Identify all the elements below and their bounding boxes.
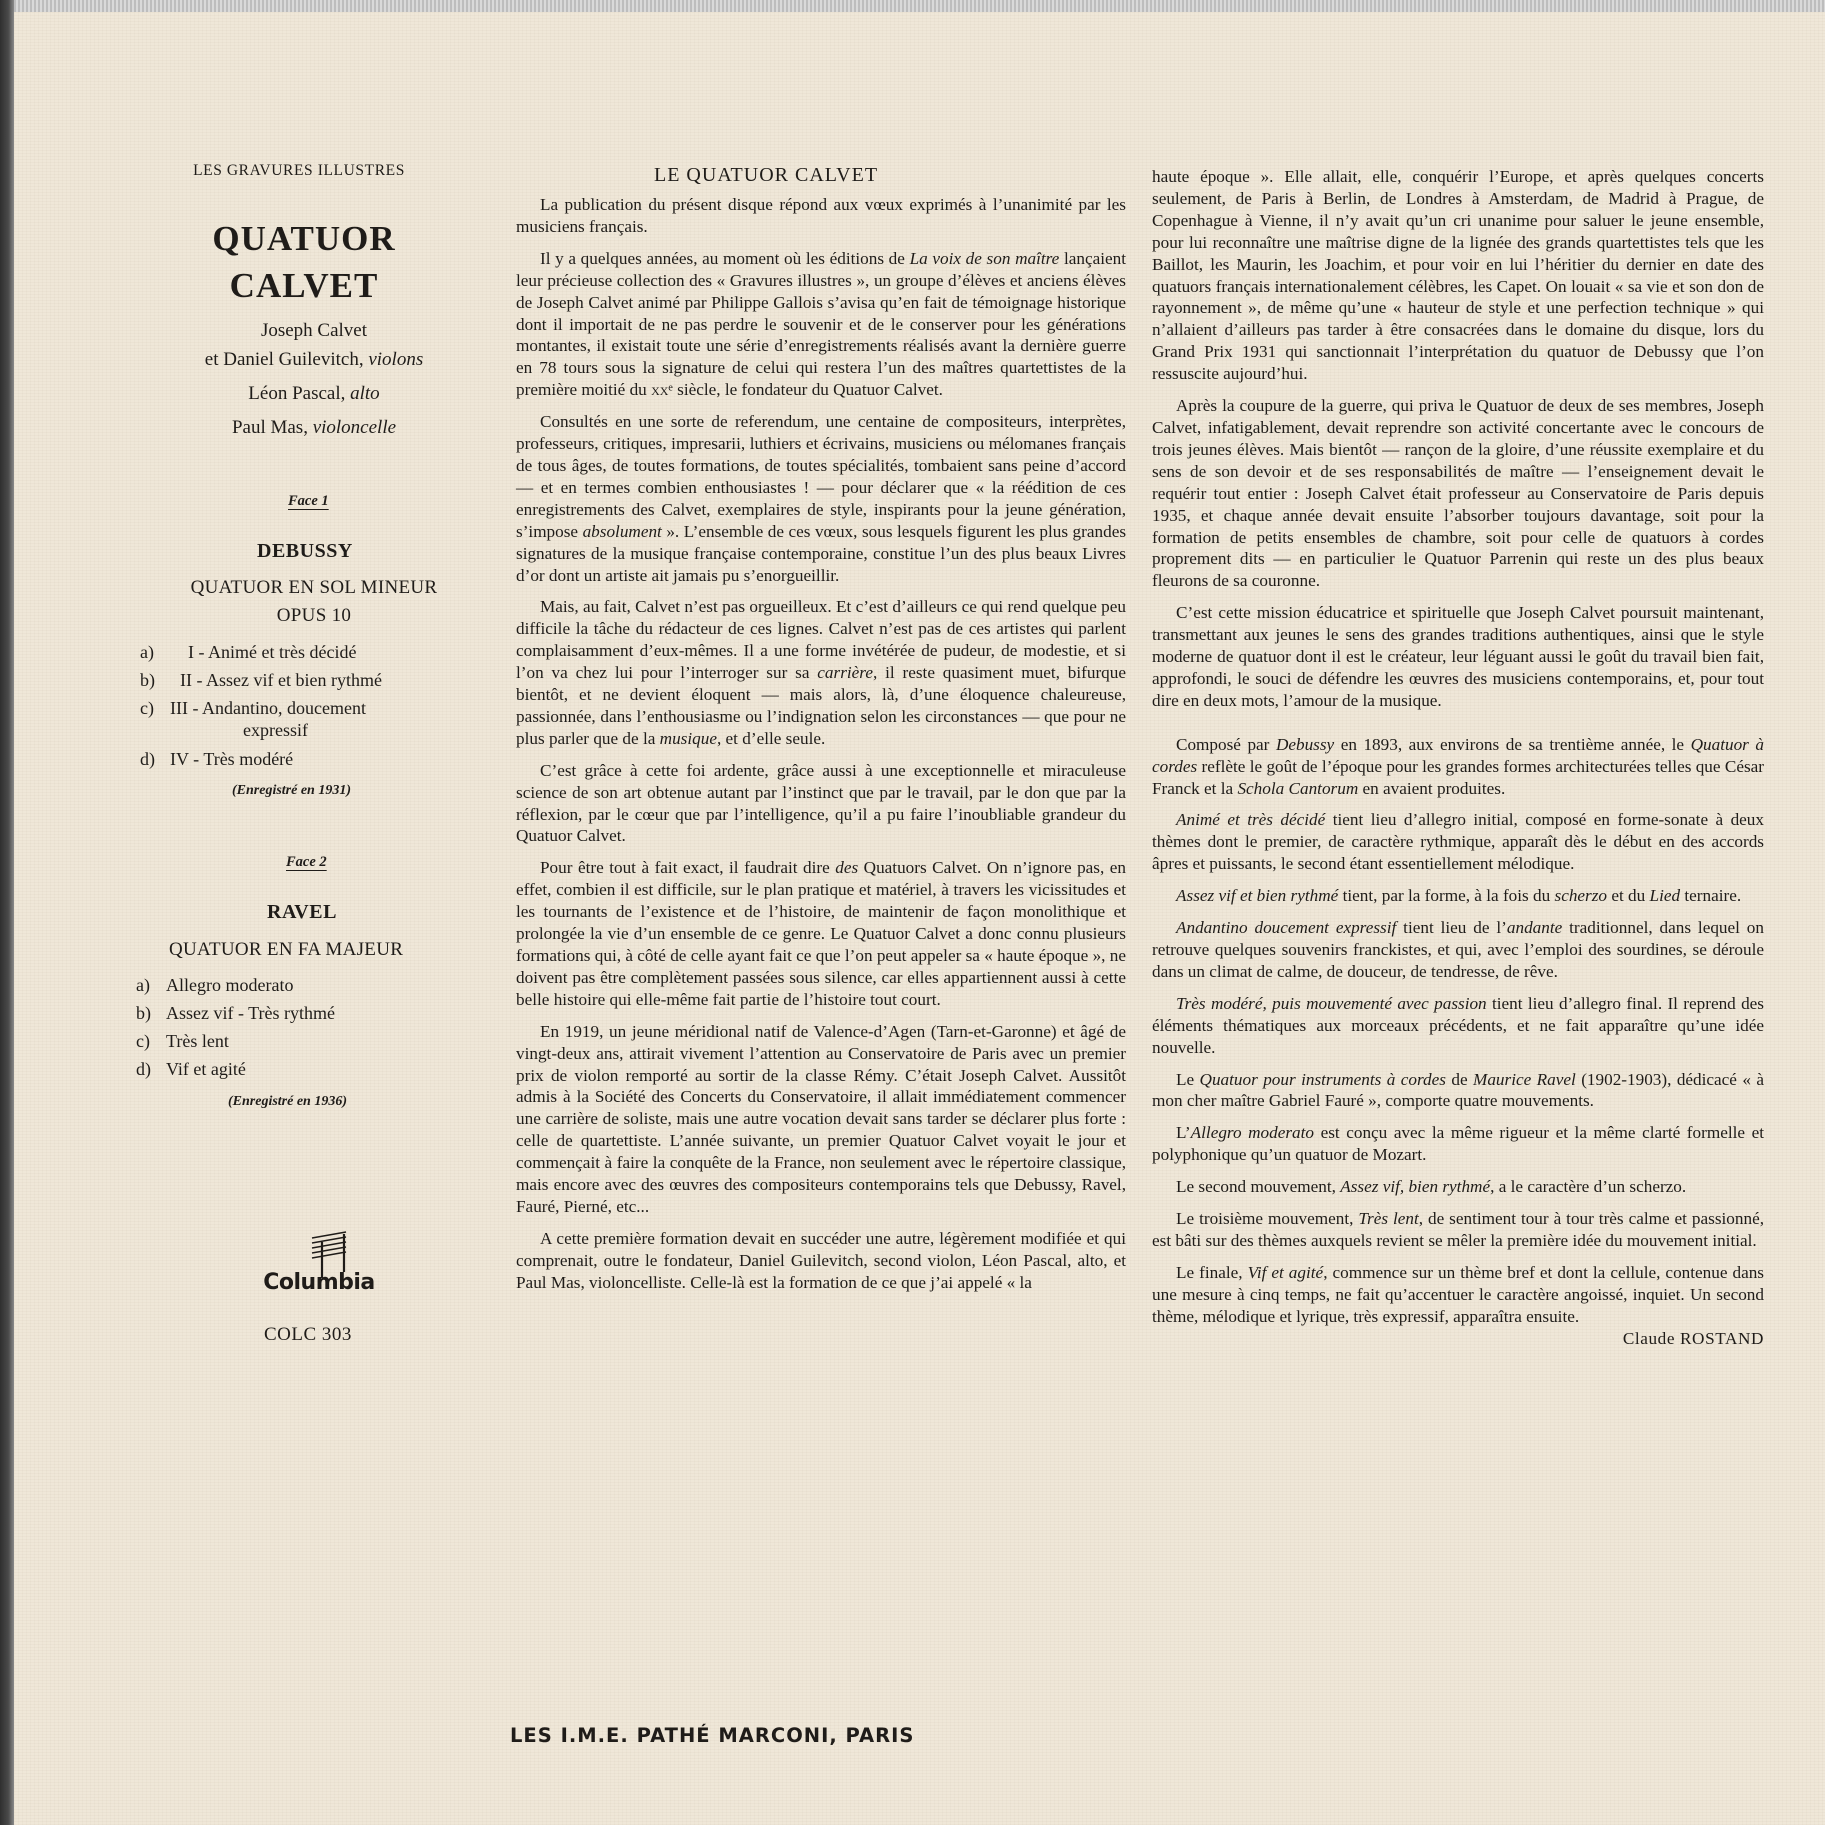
performer-line: Joseph Calvet (260, 320, 368, 341)
album-title-line2: CALVET (229, 266, 379, 305)
performer-line: Paul Mas, violoncelle (231, 417, 397, 438)
performer-line: Léon Pascal, alto (248, 383, 380, 404)
columbia-logo (254, 1230, 384, 1310)
article-paragraph: haute époque ». Elle allait, elle, conquérir l’Europe, et après quelques concerts seulement, de Paris à Berlin, de Londres à Amsterdam, de Madrid à Prague, de Copenhague à Vienne, il n’y avait qu’un cri unanime pour saluer le jeune ensemble, pour lui reconnaître une maîtrise digne de la lignée des grands quartettistes tels que les Baillot, les Maurin, les Joachim, et pour voir en lui l’héritier du dernier en date des quatuors français internationalement célèbres, les Capet. On louait « sa vie et son don de rayonnement », de même qu’une « hauteur de style et une perfection technique » qui n’allaient d’ailleurs pas tarder à être consacrées dans le domaine du disque, lors du Grand Prix 1931 qui sanctionnait l’interprétation du quatuor de Debussy que l’on ressuscite aujourd’hui. (1152, 167, 1764, 384)
face-1-work-title: QUATUOR EN SOL MINEUR (190, 577, 438, 598)
performer-line: et Daniel Guilevitch, violons (204, 349, 424, 370)
catalog-number: COLC 303 (264, 1324, 352, 1345)
article-paragraph: Assez vif et bien rythmé tient, par la forme, à la fois du scherzo et du Lied ternaire. (1176, 886, 1742, 906)
face-2-work-title: QUATUOR EN FA MAJEUR (169, 939, 404, 960)
face-1-composer: DEBUSSY (257, 540, 353, 562)
article-paragraph: Très modéré, puis mouvementé avec passion tient lieu d’allegro final. Il reprend des éléments thématiques aux morceaux précédents, et ne fait apparaître qu’une idée nouvelle. (1152, 993, 1764, 1057)
scan-left-edge (0, 0, 14, 1825)
article-paragraph: Il y a quelques années, au moment où les éditions de La voix de son maître lançaient leur précieuse collection des « Gravures illustres », un groupe d’élèves et anciens élèves de Joseph Calvet animé par Philippe Gallois s’avisa qu’en fait de témoignage historique dont il importait de ne pas perdre le souvenir et de le conserver pour les générations montantes, il existait toute une série d’enregistrements réalisés avant la dernière guerre en 78 tours sous la signature de celui qui restera l’un des maîtres quartettistes de la première moitié du xxᵉ siècle, le fondateur du Quatuor Calvet. (516, 248, 1126, 400)
face-1-recording-date: (Enregistré en 1931) (232, 783, 351, 798)
album-title-line1: QUATUOR (212, 219, 396, 258)
article-paragraph: L’Allegro moderato est conçu avec la même rigueur et la même clarté formelle et polyphonique qu’un quatuor de Mozart. (1152, 1123, 1764, 1165)
article-paragraph: Composé par Debussy en 1893, aux environs de sa trentième année, le Quatuor à cordes reflète le goût de l’époque pour les grandes formes architecturées telles que César Franck et la Schola Cantorum en avaient produites. (1152, 734, 1764, 798)
face-2-recording-date: (Enregistré en 1936) (228, 1094, 347, 1109)
article-signature: Claude ROSTAND (1622, 1328, 1764, 1348)
face-1-label: Face 1 (288, 493, 329, 509)
article-paragraph: Consultés en une sorte de referendum, une centaine de compositeurs, interprètes, professeurs, critiques, impresarii, luthiers et écrivains, musiciens ou mélomanes français de tous âges, de toutes formations, de toutes spécialités, tombaient sans peine d’accord — et en termes combien enthousiastes ! — pour déclarer que « la réédition de ces enregistrements des Calvet, exemplaires de style, inspirants pour la jeune génération, s’impose absolument ». L’ensemble de ces vœux, sous lesquels figurent les plus grandes signatures de la musique française contemporaine, constitue l’un des plus beaux Livres d’or dont un artiste ait jamais pu s’enorgueillir. (516, 412, 1127, 585)
article-paragraph: Animé et très décidé tient lieu d’allegro initial, composé en forme-sonate à deux thèmes dont le premier, de caractère rythmique, apparaît dès le début en des accords âpres et puissants, le second étant essentiellement mélodique. (1152, 810, 1764, 874)
article-paragraph: Le finale, Vif et agité, commence sur un thème bref et dont la cellule, contenue dans une mesure à cinq temps, ne fait qu’accentuer le caractère angoissé, inquiet. Un second thème, mélodique et lyrique, très expressif, apparaîtra ensuite. (1152, 1262, 1764, 1326)
face-1-opus: OPUS 10 (276, 605, 352, 626)
article-paragraph: En 1919, un jeune méridional natif de Valence-d’Agen (Tarn-et-Garonne) et âgé de vingt-deux ans, attirait vivement l’attention au Conservatoire de Paris avec un premier prix de violon remporté au sortir de la classe Rémy. C’était Joseph Calvet. Aussitôt admis à la Société des Concerts du Conservatoire, il allait immédiatement commencer une carrière de soliste, mais une autre vocation devait sans tarder se déclarer plus forte : celle de quartettiste. L’année suivante, un premier Quatuor Calvet voyait le jour et commençait à faire la conquête de la France, non seulement avec le répertoire classique, mais encore avec des œuvres des compositeurs contemporains tels que Debussy, Ravel, Fauré, Pierné, etc... (516, 1021, 1126, 1216)
scan-top-edge (0, 0, 1825, 12)
article-paragraph: C’est cette mission éducatrice et spirituelle que Joseph Calvet poursuit maintenant, transmettant aux jeunes le sens des grandes traditions authentiques, ainsi que le style moderne de quatuor dont il est le créateur, leur léguant aussi le goût du travail bien fait, approfondi, le souci de défendre les œuvres des musiciens contemporains, et, pour tout dire en deux mots, l’amour de la musique. (1152, 603, 1764, 710)
album-title (154, 215, 454, 309)
article-column-2 (1152, 166, 1764, 1350)
article-paragraph: C’est grâce à cette foi ardente, grâce aussi à une exceptionnelle et miraculeuse science de son art obtenue autant par l’instinct que par le travail, par le don que par la réflexion, par le cœur que par l’intelligence, qu’il a pu faire l’inoubliable grandeur du Quatuor Calvet. (516, 760, 1126, 846)
article-paragraph: Mais, au fait, Calvet n’est pas orgueilleux. Et c’est d’ailleurs ce qui rend quelque peu difficile la tâche du rédacteur de ces lignes. Calvet n’est pas de ces artistes qui parlent complaisamment d’eux-mêmes. Il a une forme invétérée de pudeur, de modestie, et si l’on va chez lui pour l’interroger sur sa carrière, il reste quasiment muet, bifurque bientôt, et ne devient éloquent — mais alors, là, d’une éloquence chaleureuse, passionnée, dans l’enthousiasme ou l’indignation selon les circonstances — que pour ne plus parler que de la musique, et d’elle seule. (516, 597, 1126, 748)
publisher-footer: LES I.M.E. PATHÉ MARCONI, PARIS (510, 1724, 915, 1747)
article-paragraph: Le Quatuor pour instruments à cordes de Maurice Ravel (1902-1903), dédicacé « à mon cher maître Gabriel Fauré », comporte quatre mouvements. (1152, 1069, 1764, 1111)
article-column-1 (516, 194, 1126, 1304)
article-paragraph: Le troisième mouvement, Très lent, de sentiment tour à tour très calme et passionné, est bâti sur des thèmes auxquels revient se mêler la première idée du mouvement initial. (1152, 1209, 1764, 1250)
article-paragraph: A cette première formation devait en succéder une autre, légèrement modifiée et qui comprenait, outre le fondateur, Daniel Guilevitch, second violon, Léon Pascal, alto, et Paul Mas, violoncelliste. Celle-là est la formation de ce que j’ai appelé « la (516, 1228, 1126, 1292)
article-paragraph: Après la coupure de la guerre, qui priva le Quatuor de deux de ses membres, Joseph Calvet, infatigablement, devait reprendre son activité concertante avec le concours de trois jeunes élèves. Mais bientôt — rançon de la gloire, d’une réussite exemplaire et du sens de son devoir et de ses responsabilités de maître — l’enseignement devait le requérir tout entier : Joseph Calvet était professeur au Conservatoire de Paris depuis 1935, et chaque année devait ensuite l’absorber toujours davantage, soit pour la formation de petits ensembles de chambre, soit pour celle de quatuors à cordes proprement dits — en particulier le Quatuor Parrenin qui reste un des plus beaux fleurons de sa couronne. (1152, 396, 1764, 591)
series-label: LES GRAVURES ILLUSTRES (193, 162, 405, 179)
article-paragraph: Le second mouvement, Assez vif, bien rythmé, a le caractère d’un scherzo. (1176, 1177, 1687, 1197)
article-paragraph: Andantino doucement expressif tient lieu de l’andante traditionnel, dans lequel on retrouve quelques souvenirs franckistes, et qui, avec l’emploi des sourdines, se déroule dans un climat de calme, de douceur, de tendresse, de rêve. (1152, 918, 1764, 981)
face-2-label: Face 2 (286, 854, 327, 870)
article-paragraph: La publication du présent disque répond aux vœux exprimés à l’unanimité par les musiciens français. (516, 195, 1126, 236)
columbia-logo-text: Columbia (263, 1270, 375, 1295)
record-sleeve-back: LES GRAVURES ILLUSTRES QUATUOR CALVET Joseph Calvet et Daniel Guilevitch, violons Léon Pascal, alto Paul Mas, violoncelle Face 1 DEBUSSY QUATUOR EN SOL MINEUR OPUS 10 a) I - Animé et très décidé b) II - Assez vif et bien rythmé c) III - Andantino, doucement expressif d) IV - Très modéré (Enregistré en 1931) Face 2 RAVEL QUATUOR EN FA MAJEUR a) Allegro moderato b) Assez vif - Très rythmé c) Très lent d) Vif et agité (Enregistré en 1936) Columbia COLC 303 LE QUATUOR CALVET La publication du présent disque répond aux vœux exprimés à l’unanimité par les musiciens français. Il y a quelques années, au moment où les éditions de La voix de son maître lançaient leur précieuse collection des « Gravures illustres », un groupe d’élèves et anciens élèves de Joseph Calvet animé par Philippe Gallois s’avisa qu’en fait de témoignage historique dont il importait de ne pas perdre le souvenir et de le conserver pour les générations montantes, il existait toute une série d’enregistrements réalisés avant la dernière guerre en 78 tours sous la signature de celui qui restera l’un des maîtres quartettistes de la première moitié du xxᵉ siècle, le fondateur du Quatuor Calvet. Consultés en une sorte de referendum, une centaine de compositeurs, interprètes, professeurs, critiques, impresarii, luthiers et écrivains, musiciens ou mélomanes français de tous âges, de toutes formations, de toutes spécialités, tombaient sans peine d’accord — et en termes combien enthousiastes ! — pour déclarer que « la réédition de ces enregistrements des Calvet, exemplaires de style, inspirants pour la jeune génération, s’impose absolument ». L’ensemble de ces vœux, sous lesquels figurent les plus grandes signatures de la musique française contemporaine, constitue l’un des plus beaux Livres d’or dont un artiste ait jamais pu s’enorgueillir. Mais, au fait, Calvet n’est pas orgueilleux. Et c’est d’ailleurs ce qui rend quelque peu difficile la tâche du rédacteur de ces lignes. Calvet n’est pas de ces artistes qui parlent complaisamment d’eux-mêmes. Il a une forme invétérée de pudeur, de modestie, et si l’on va chez lui pour l’interroger sur sa carrière, il reste quasiment muet, bifurque bientôt, et ne devient éloquent — mais alors, là, d’une éloquence chaleureuse, passionnée, dans l’enthousiasme ou l’indignation selon les circonstances — que pour ne plus parler que de la musique, et d’elle seule. C’est grâce à cette foi ardente, grâce aussi à une exceptionnelle et miraculeuse science de son art obtenue autant par l’instinct que par le travail, par le don que par la réflexion, par le cœur que par l’intelligence, qu’il a pu faire l’inoubliable grandeur du Quatuor Calvet. Pour être tout à fait exact, il faudrait dire des Quatuors Calvet. On n’ignore pas, en effet, combien il est difficile, sur le plan pratique et matériel, à travers les vicissitudes et les tournants de l’existence et de l’histoire, de maintenir de façon monolithique et prolongée la vie d’un ensemble de ce genre. Le Quatuor Calvet a donc connu plusieurs formations qui, à côté de celle ayant fait ce que l’on peut appeler sa « haute époque », ne doivent pas être complètement passées sous silence, car elles appartiennent aussi à cette belle histoire qui elle-même fait partie de l’histoire tout court. En 1919, un jeune méridional natif de Valence-d’Agen (Tarn-et-Garonne) et âgé de vingt-deux ans, attirait vivement l’attention au Conservatoire de Paris avec un premier prix de violon remporté au sortir de la classe Rémy. C’était Joseph Calvet. Aussitôt admis à la Société des Concerts du Conservatoire, il allait immédiatement commencer une carrière de soliste, mais une autre vocation devait sans tarder se déclarer plus forte : celle de quartettiste. L’année suivante, un premier Quatuor Calvet voyait le jour et commençait à faire la conquête de la France, non seulement avec le répertoire classique, mais encore avec des œuvres des compositeurs contemporains tels que Debussy, Ravel, Fauré, Pierné, etc... A cette première formation devait en succéder une autre, légèrement modifiée et qui comprenait, outre le fondateur, Daniel Guilevitch, second violon, Léon Pascal, alto, et Paul Mas, violoncelliste. Celle-là est la formation de ce que j’ai appelé « la haute époque ». Elle allait, elle, conquérir l’Europe, et après quelques concerts seulement, de Paris à Berlin, de Londres à Amsterdam, de Madrid à Prague, de Copenhague à Vienne, il n’y avait qu’un cri unanime pour saluer le jeune ensemble, pour lui reconnaître une maîtrise digne de la lignée des grands quartettistes tels que les Baillot, les Maurin, les Joachim, et pour voir en lui l’héritier du dernier en date des quatuors français internationalement célèbres, les Capet. On louait « sa vie et son don de rayonnement », de même qu’une « hauteur de style et une perfection technique » qui n’allaient d’ailleurs pas tarder à être consacrées dans le domaine du disque, lors du Grand Prix 1931 qui sanctionnait l’interprétation du quatuor de Debussy que l’on ressuscite aujourd’hui. Après la coupure de la guerre, qui priva le Quatuor de deux de ses membres, Joseph Calvet, infatigablement, devait reprendre son activité concertante avec le concours de trois jeunes élèves. Mais bientôt — rançon de la gloire, d’une réussite exemplaire et du sens de son devoir et de ses responsabilités de maître — l’enseignement devait le requérir tout entier : Joseph Calvet était professeur au Conservatoire de Paris depuis 1935, et chaque année devait ensuite l’absorber toujours davantage, soit pour la formation de petits ensembles de chambre, soit pour celle de quatuors à cordes proprement dits — en particulier le Quatuor Parrenin qui reste un des plus beaux fleurons de sa couronne. C’est cette mission éducatrice et spirituelle que Joseph Calvet poursuit maintenant, transmettant aux jeunes le sens des grandes traditions authentiques, ainsi que le style moderne de quatuor dont il est le créateur, leur léguant aussi le goût du travail bien fait, approfondi, le souci de défendre les œuvres des musiciens contemporains, et, pour tout dire en deux mots, l’amour de la musique. Composé par Debussy en 1893, aux environs de sa trentième année, le Quatuor à cordes reflète le goût de l’époque pour les grandes formes architecturées telles que César Franck et la Schola Cantorum en avaient produites. Animé et très décidé tient lieu d’allegro initial, composé en forme-sonate à deux thèmes dont le premier, de caractère rythmique, apparaît dès le début en des accords âpres et puissants, le second étant essentiellement mélodique. Assez vif et bien rythmé tient, par la forme, à la fois du scherzo et du Lied ternaire. Andantino doucement expressif tient lieu de l’andante traditionnel, dans lequel on retrouve quelques souvenirs franckistes, et qui, avec l’emploi des sourdines, se déroule dans un climat de calme, de douceur, de tendresse, de rêve. Très modéré, puis mouvementé avec passion tient lieu d’allegro final. Il reprend des éléments thématiques aux morceaux précédents, et ne fait apparaître qu’une idée nouvelle. Le Quatuor pour instruments à cordes de Maurice Ravel (1902-1903), dédicacé « à mon cher maître Gabriel Fauré », comporte quatre mouvements. L’Allegro moderato est conçu avec la même rigueur et la même clarté formelle et polyphonique qu’un quatuor de Mozart. Le second mouvement, Assez vif, bien rythmé, a le caractère d’un scherzo. Le troisième mouvement, Très lent, de sentiment tour à tour très calme et passionné, est bâti sur des thèmes auxquels revient se mêler la première idée du mouvement initial. Le finale, Vif et agité, commence sur un thème bref et dont la cellule, contenue dans une mesure à cinq temps, ne fait qu’accentuer le caractère angoissé, inquiet. Un second thème, mélodique et lyrique, très expressif, apparaîtra ensuite. Claude ROSTAND LES I.M.E. PATHÉ MARCONI, PARIS (14, 12, 1825, 1825)
article-paragraph: Pour être tout à fait exact, il faudrait dire des Quatuors Calvet. On n’ignore pas, en effet, combien il est difficile, sur le plan pratique et matériel, à travers les vicissitudes et les tournants de l’existence et de l’histoire, de maintenir de façon monolithique et prolongée la vie d’un ensemble de ce genre. Le Quatuor Calvet a donc connu plusieurs formations qui, à côté de celle ayant fait ce que l’on peut appeler sa « haute époque », ne doivent pas être complètement passées sous silence, car elles appartiennent aussi à cette belle histoire qui elle-même fait partie de l’histoire tout court. (516, 858, 1126, 1009)
face-2-composer: RAVEL (267, 901, 337, 923)
article-title: LE QUATUOR CALVET (654, 164, 879, 186)
